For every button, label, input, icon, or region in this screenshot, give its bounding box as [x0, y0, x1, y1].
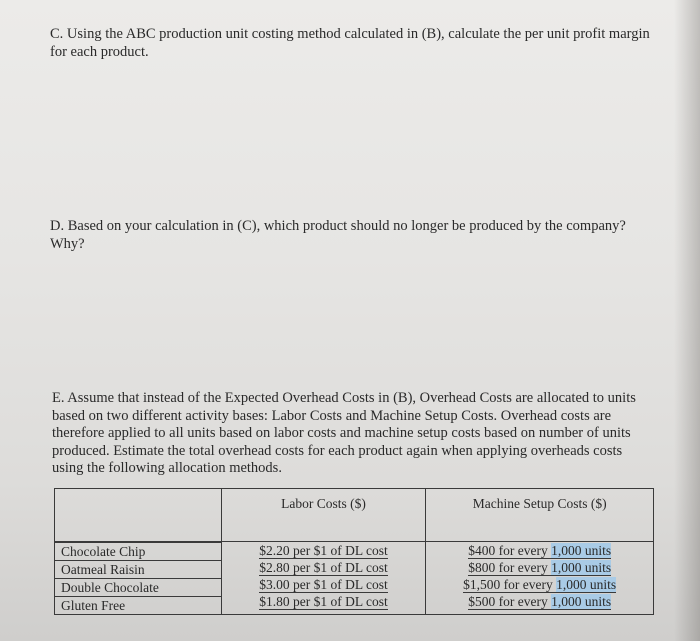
labor-column — [221, 542, 426, 615]
header-machine-setup-costs: Machine Setup Costs ($) — [426, 489, 654, 542]
machine-rate — [468, 560, 611, 576]
table-row — [55, 560, 221, 578]
machine-rate — [468, 543, 611, 559]
product-name: Chocolate Chip — [61, 544, 146, 559]
table-row — [222, 559, 426, 576]
table-row — [222, 593, 426, 610]
question-d — [50, 218, 650, 253]
labor-rate: $1.80 per $1 of DL cost — [259, 594, 388, 609]
question-c — [50, 26, 650, 61]
page-edge-shadow — [674, 0, 700, 641]
machine-rate-prefix: $800 for every — [468, 560, 552, 575]
table-row — [426, 576, 653, 593]
header-labor-costs: Labor Costs ($) — [221, 489, 426, 542]
machine-column — [426, 542, 654, 615]
machine-rate-highlight: 1,000 units — [551, 560, 612, 575]
table-row — [222, 576, 426, 593]
product-name: Oatmeal Raisin — [61, 562, 145, 577]
question-d-text: D. Based on your calculation in (C), which product should no longer be produced by the company? Why? — [50, 218, 626, 252]
labor-rate: $2.20 per $1 of DL cost — [259, 543, 388, 558]
table-row — [55, 596, 221, 614]
machine-rate — [468, 594, 611, 610]
machine-rate-highlight: 1,000 units — [551, 543, 612, 558]
table-header-row — [55, 489, 654, 542]
table-row — [222, 542, 426, 559]
machine-rate-prefix: $500 for every — [468, 594, 552, 609]
question-e-text: E. Assume that instead of the Expected Overhead Costs in (B), Overhead Costs are allocated to units based on two different activity bases: Labor Costs and Machine Setup Costs. Overhead costs are therefore applied to all units based on labor costs and machine setup costs based on number of units produced. Estimate the total overhead costs for each product again when applying overheads costs using the following allocation methods. — [52, 390, 636, 476]
table-row — [426, 542, 653, 559]
product-column — [55, 542, 222, 615]
table-row — [426, 559, 653, 576]
machine-rate — [463, 577, 616, 593]
allocation-table — [54, 488, 654, 615]
product-name: Gluten Free — [61, 598, 126, 613]
machine-rate-highlight: 1,000 units — [556, 577, 617, 592]
question-c-text: C. Using the ABC production unit costing method calculated in (B), calculate the per unit profit margin for each product. — [50, 26, 650, 60]
table-body-row — [55, 542, 654, 615]
labor-rate: $2.80 per $1 of DL cost — [259, 560, 388, 575]
question-e — [52, 390, 652, 478]
table-row — [426, 593, 653, 610]
machine-rate-highlight: 1,000 units — [551, 594, 612, 609]
machine-rate-prefix: $400 for every — [468, 543, 552, 558]
machine-rate-prefix: $1,500 for every — [463, 577, 557, 592]
header-product — [55, 489, 222, 542]
labor-rate: $3.00 per $1 of DL cost — [259, 577, 388, 592]
table-row — [55, 578, 221, 596]
table-row — [55, 542, 221, 560]
product-name: Double Chocolate — [61, 580, 159, 595]
